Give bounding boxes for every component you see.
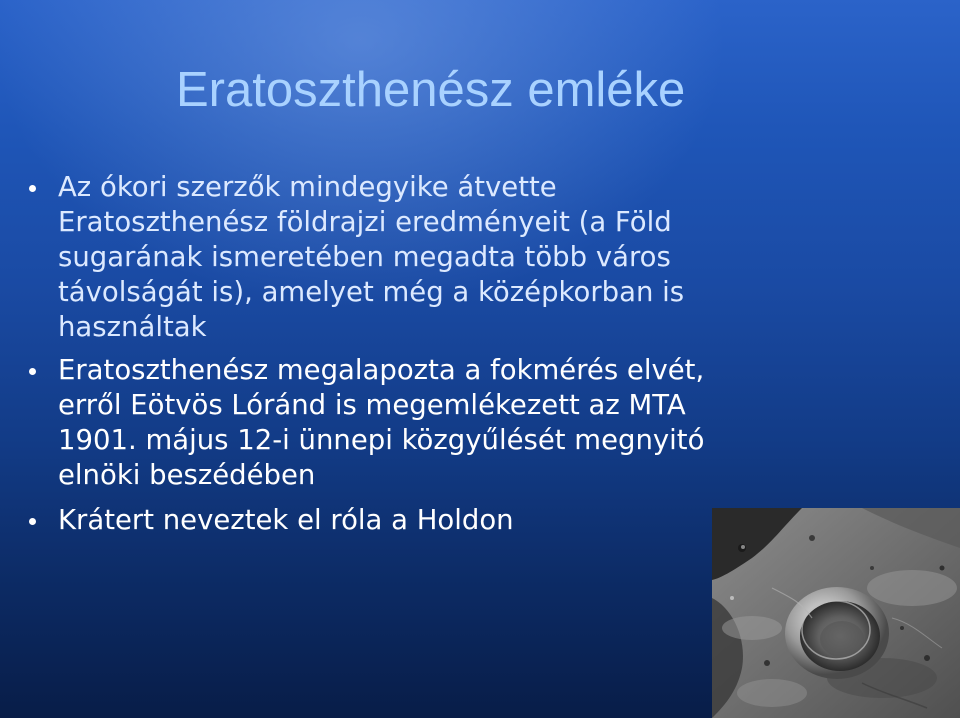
moon-surface-graphic [712, 508, 960, 718]
bullet-dot-icon [29, 368, 36, 375]
bullet-item-geodesy [28, 353, 868, 493]
bullet-line: Eratoszthenész földrajzi eredményeit (a Föld [58, 206, 672, 238]
bullet-line: Az ókori szerzők mindegyike átvette [58, 171, 557, 203]
bullet-dot-icon [29, 185, 36, 192]
bullet-line: erről Eötvös Lóránd is megemlékezett az MTA [58, 389, 686, 421]
bullet-line: Krátert neveztek el róla a Holdon [58, 504, 514, 536]
slide-title: Eratoszthenész emléke [176, 63, 686, 117]
bullet-line: elnöki beszédében [58, 459, 316, 491]
bullet-dot-icon [29, 518, 36, 525]
bullet-line: sugarának ismeretében megadta több város [58, 241, 671, 273]
bullet-line: távolságát is), amelyet még a középkorban is [58, 276, 685, 308]
bullet-list [28, 170, 868, 546]
bullet-line: használtak [58, 311, 207, 343]
bullet-item-ancient-authors [28, 170, 868, 345]
bullet-line: Eratoszthenész megalapozta a fokmérés elvét, [58, 354, 705, 386]
bullet-line: 1901. május 12-i ünnepi közgyűlését megnyitó [58, 424, 705, 456]
moon-crater-image [712, 508, 960, 718]
